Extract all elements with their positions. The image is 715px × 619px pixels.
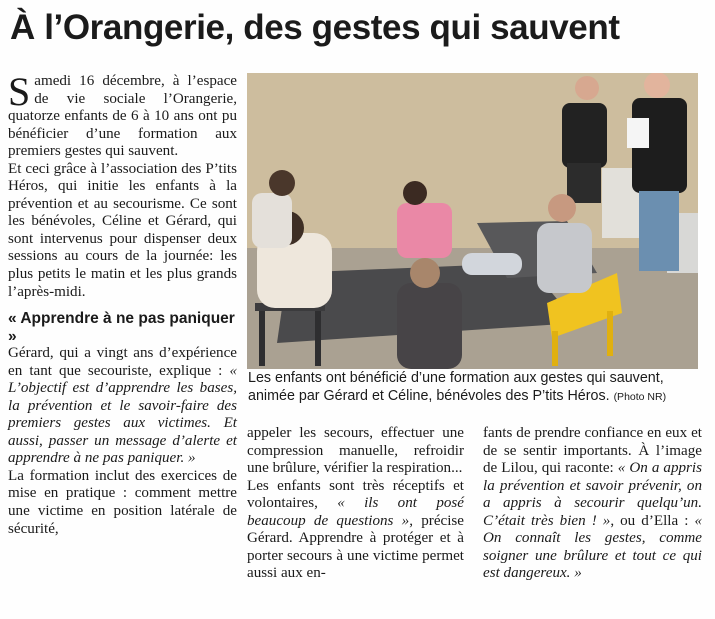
drop-cap: S xyxy=(8,69,31,114)
ella-quote: « On connaît les gestes, comme soigner une brûlure et tout ce qui est dangereux. » xyxy=(483,512,702,582)
paragraph-association: Et ceci grâce à l’association des P’tits Héros, qui initie les enfants à la prévention et au secourisme. Ce sont les bénévoles, Céline et Gérard, qui sont intervenus pour dispenser deux sessions au cours de la journée: les plus petits le matin et les plus grands l’après-midi. xyxy=(8,160,237,300)
paragraph-gerard xyxy=(8,345,237,468)
receptive-text: Les enfants sont très réceptifs et volontaires, xyxy=(247,477,464,512)
photo-credit: (Photo NR) xyxy=(613,390,667,403)
lilou-quote: « On a appris la prévention et savoir prévenir, on a appris à secourir quelqu’un. C’était très bien ! » xyxy=(483,460,702,529)
article-column-2 xyxy=(247,425,464,583)
paragraph-confidence xyxy=(483,425,702,583)
article-column-3 xyxy=(483,425,702,583)
article-column-1 xyxy=(8,69,237,538)
gerard-intro-text: Gérard, qui a vingt ans d’expérience en tant que secouriste, explique : xyxy=(8,345,237,379)
training-photo-illustration xyxy=(247,73,698,369)
paragraph-children-receptive xyxy=(247,478,464,583)
gerard-quote: « L’objectif est d’apprendre les bases, la prévention et le savoir-faire des premiers gestes aux victimes. Et aussi, passer un message d’alerte et apprendre à ne pas paniquer. » xyxy=(8,362,237,467)
ella-intro-text: , ou d’Ella : xyxy=(610,512,695,529)
confidence-text: fants de prendre confiance en eux et de se sentir importants. À l’image de Lilou, qui raconte: xyxy=(483,425,702,477)
paragraph-intro xyxy=(8,69,237,161)
paragraph-formation: La formation inclut des exercices de mise en pratique : comment mettre une victime en position latérale de sécurité, xyxy=(8,467,237,537)
subheading: « Apprendre à ne pas paniquer » xyxy=(8,310,235,345)
protect-text: , précise Gérard. Apprendre à protéger et à porter secours à une victime permet aussi aux en- xyxy=(247,512,464,582)
headline: À l’Orangerie, des gestes qui sauvent xyxy=(10,8,620,47)
caption-text: Les enfants ont bénéficié d’une formation aux gestes qui sauvent, animée par Gérard et Céline, bénévoles des P’tits Héros. xyxy=(248,370,664,404)
article-photo xyxy=(247,73,698,369)
questions-quote: « ils ont posé beaucoup de questions » xyxy=(247,495,464,529)
paragraph-exercises: appeler les secours, effectuer une compression manuelle, refroidir une brûlure, vérifier la respiration... xyxy=(247,425,464,477)
intro-text: amedi 16 décembre, à l’espace de vie sociale l’Orangerie, quatorze enfants de 6 à 10 ans ont pu bénéficier d’une formation aux premiers gestes qui sauvent. xyxy=(8,73,237,160)
photo-caption xyxy=(248,370,708,406)
